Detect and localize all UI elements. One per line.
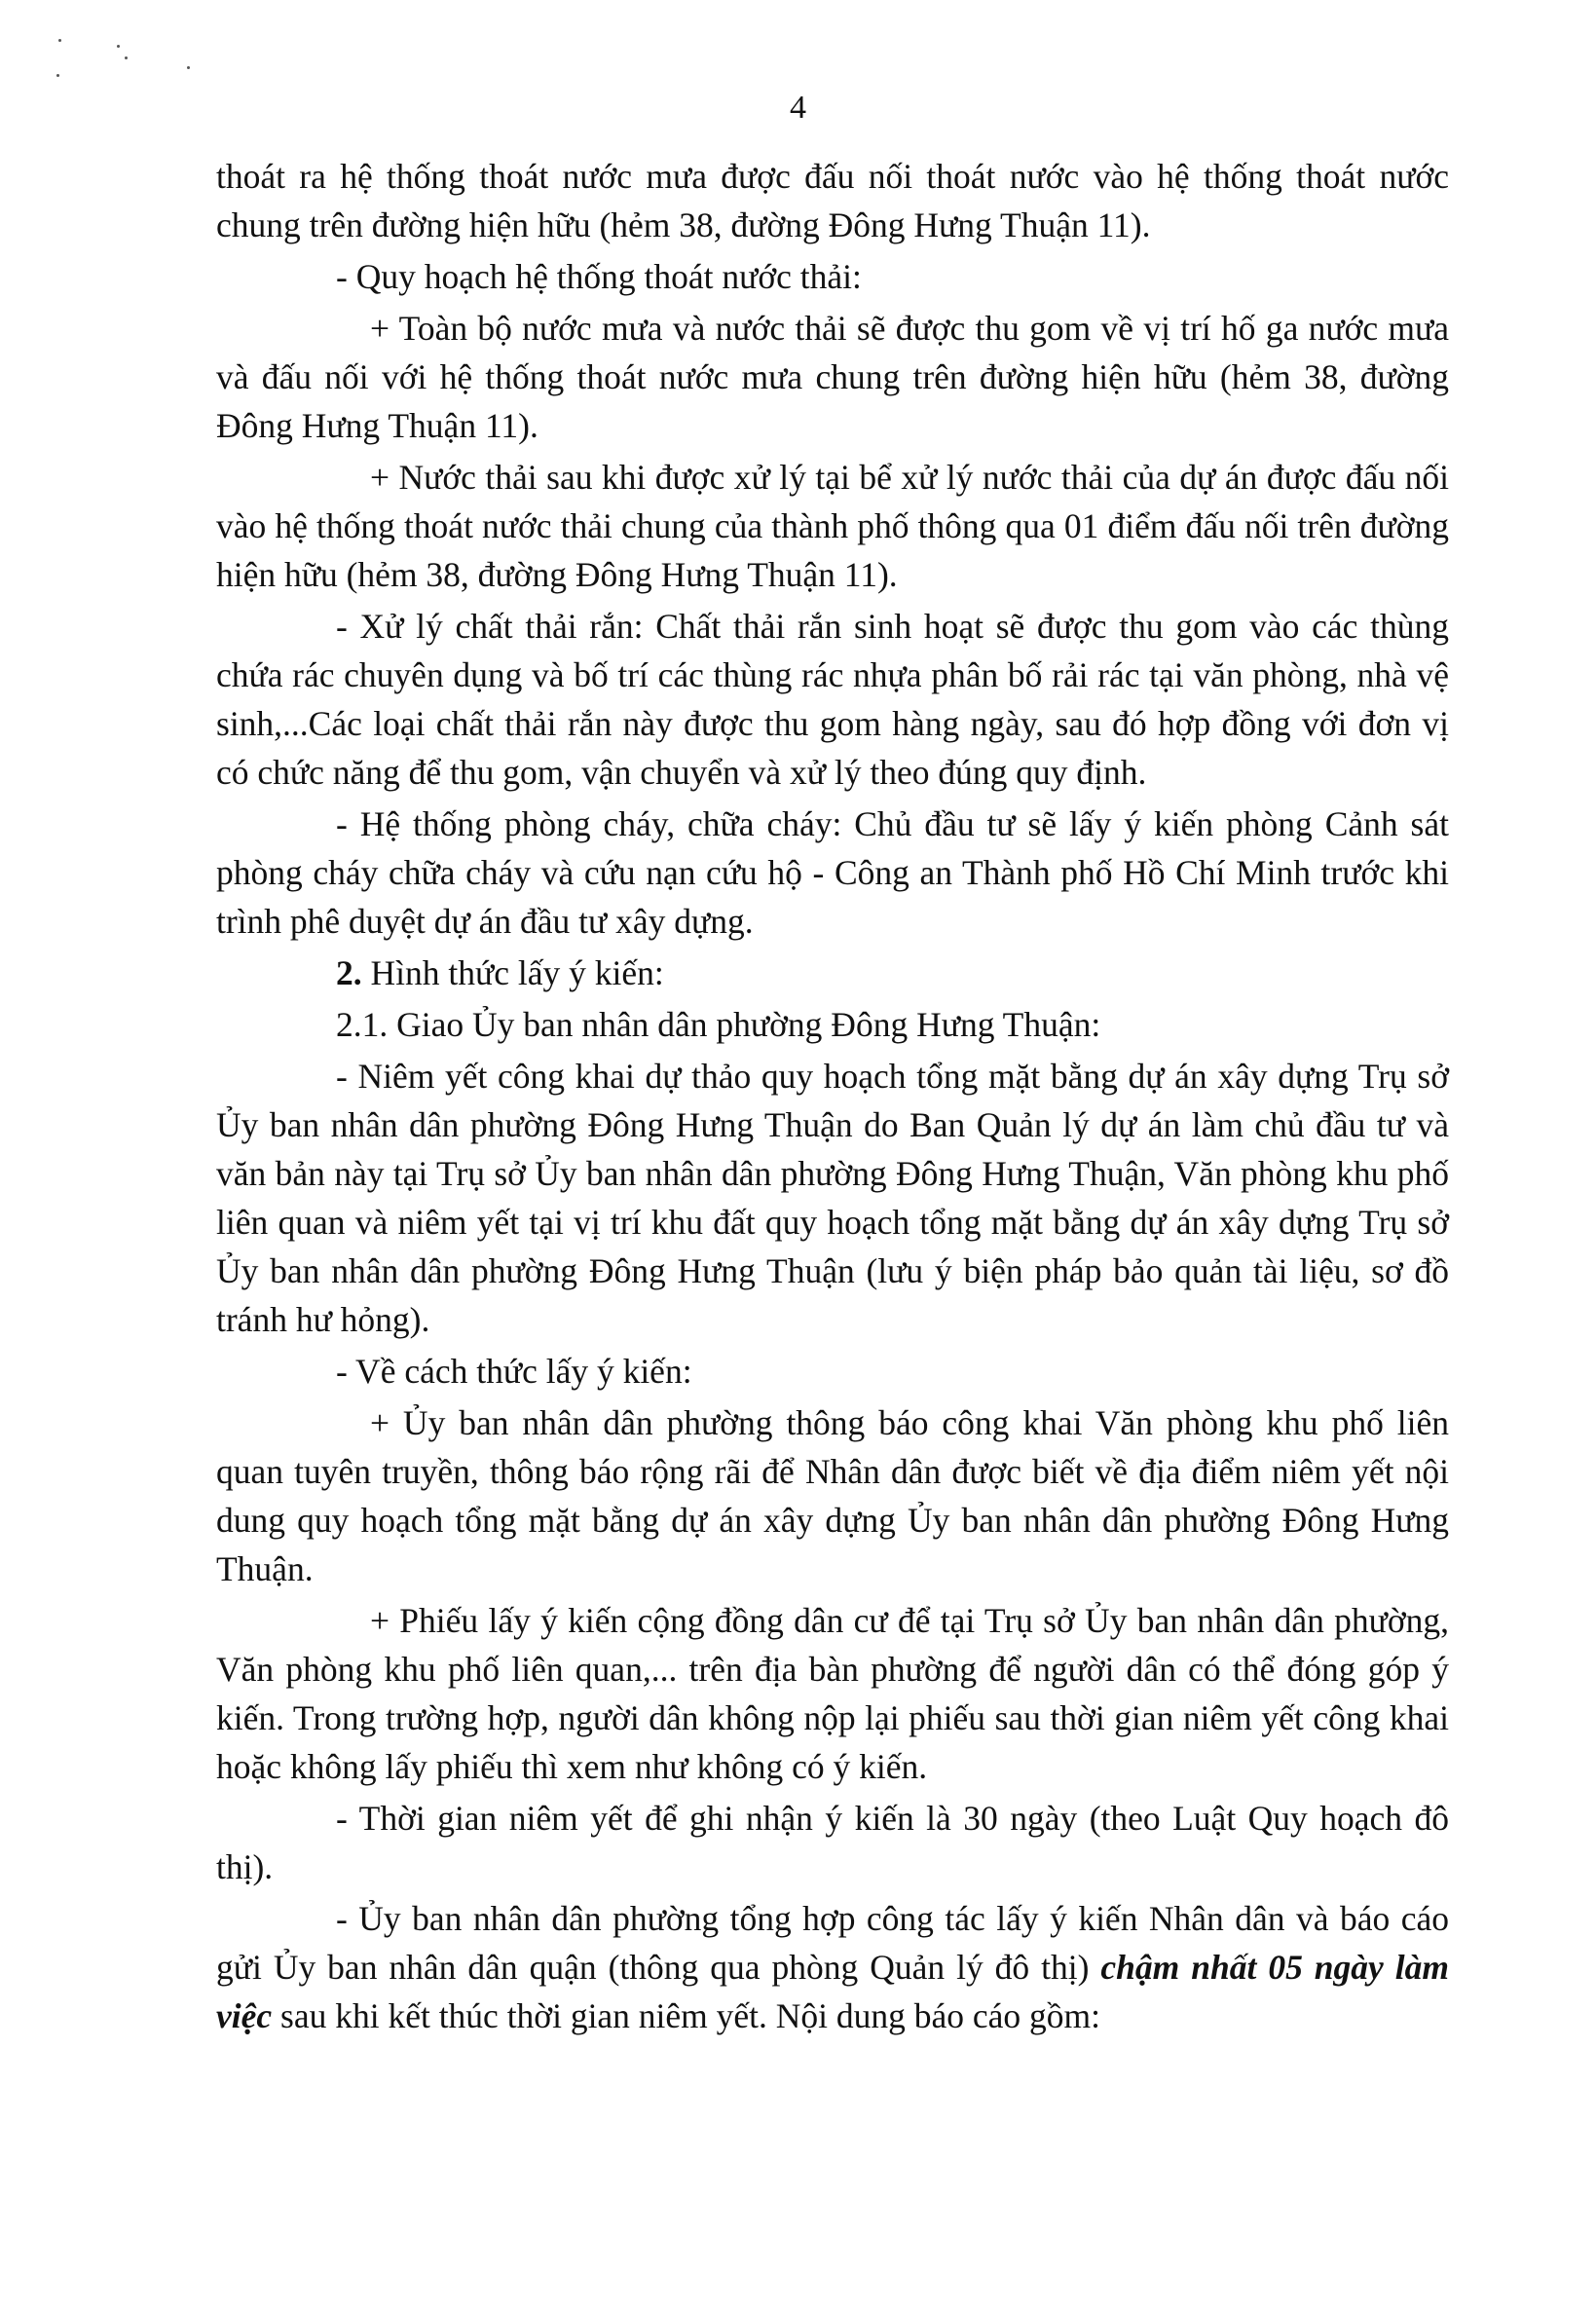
paragraph-11: + Ủy ban nhân dân phường thông báo công khai Văn phòng khu phố liên quan tuyên truyền, thông báo rộng rãi để Nhân dân được biết về địa điểm niêm yết nội dung quy hoạch tổng mặt bằng dự án xây dựng Ủy ban nhân dân phường Đông Hưng Thuận.: [216, 1403, 1449, 1588]
section-number: 2.: [336, 953, 362, 992]
paragraph-5: - Xử lý chất thải rắn: Chất thải rắn sinh hoạt sẽ được thu gom vào các thùng chứa rác chuyên dụng và bố trí các thùng rác nhựa phân bố rải rác tại văn phòng, nhà vệ sinh,...Các loại chất thải rắn này được thu gom hàng ngày, sau đó hợp đồng với đơn vị có chức năng để thu gom, vận chuyển và xử lý theo đúng quy định.: [216, 607, 1449, 792]
scan-speck: [117, 45, 120, 48]
paragraph-9: - Niêm yết công khai dự thảo quy hoạch tổng mặt bằng dự án xây dựng Trụ sở Ủy ban nhân dân phường Đông Hưng Thuận do Ban Quản lý dự án làm chủ đầu tư và văn bản này tại Trụ sở Ủy ban nhân dân phường Đông Hưng Thuận, Văn phòng khu phố liên quan và niêm yết tại vị trí khu đất quy hoạch tổng mặt bằng dự án xây dựng Trụ sở Ủy ban nhân dân phường Đông Hưng Thuận (lưu ý biện pháp bảo quản tài liệu, sơ đồ tránh hư hỏng).: [216, 1057, 1449, 1339]
paragraph-10: - Về cách thức lấy ý kiến:: [336, 1352, 692, 1391]
paragraph-4: + Nước thải sau khi được xử lý tại bể xử lý nước thải của dự án được đấu nối vào hệ thống thoát nước thải chung của thành phố thông qua 01 điểm đấu nối trên đường hiện hữu (hẻm 38, đường Đông Hưng Thuận 11).: [216, 458, 1449, 594]
paragraph-14: [216, 1894, 1449, 2040]
document-body: [216, 152, 1449, 2043]
paragraph-6: - Hệ thống phòng cháy, chữa cháy: Chủ đầu tư sẽ lấy ý kiến phòng Cảnh sát phòng cháy chữa cháy và cứu nạn cứu hộ - Công an Thành phố Hồ Chí Minh trước khi trình phê duyệt dự án đầu tư xây dựng.: [216, 804, 1449, 941]
paragraph-13: - Thời gian niêm yết để ghi nhận ý kiến là 30 ngày (theo Luật Quy hoạch đô thị).: [216, 1799, 1449, 1886]
page-number: 4: [790, 90, 806, 126]
section-heading-2: [216, 949, 1449, 997]
paragraph-14-start: - Ủy ban nhân dân phường tổng hợp công tác lấy ý kiến Nhân dân và báo cáo gửi Ủy ban nhân dân quận (thông qua phòng Quản lý đô thị): [216, 1899, 1449, 1987]
paragraph-2: - Quy hoạch hệ thống thoát nước thải:: [336, 257, 862, 296]
scan-speck: [58, 39, 61, 42]
scan-speck: [187, 66, 190, 69]
scan-speck: [125, 56, 128, 59]
deadline-emphasis: chậm nhất 05 ngày làm việc: [216, 1948, 1449, 2035]
paragraph-8: 2.1. Giao Ủy ban nhân dân phường Đông Hưng Thuận:: [336, 1005, 1101, 1044]
scan-speck: [56, 74, 59, 77]
section-title: Hình thức lấy ý kiến:: [361, 953, 664, 992]
paragraph-14-end: sau khi kết thúc thời gian niêm yết. Nội dung báo cáo gồm:: [272, 1996, 1101, 2035]
paragraph-3: + Toàn bộ nước mưa và nước thải sẽ được thu gom về vị trí hố ga nước mưa và đấu nối với hệ thống thoát nước mưa chung trên đường hiện hữu (hẻm 38, đường Đông Hưng Thuận 11).: [216, 309, 1449, 445]
paragraph-1: thoát ra hệ thống thoát nước mưa được đấu nối thoát nước vào hệ thống thoát nước chung trên đường hiện hữu (hẻm 38, đường Đông Hưng Thuận 11).: [216, 157, 1449, 244]
paragraph-12: + Phiếu lấy ý kiến cộng đồng dân cư để tại Trụ sở Ủy ban nhân dân phường, Văn phòng khu phố liên quan,... trên địa bàn phường để người dân có thể đóng góp ý kiến. Trong trường hợp, người dân không nộp lại phiếu sau thời gian niêm yết công khai hoặc không lấy phiếu thì xem như không có ý kiến.: [216, 1601, 1449, 1786]
